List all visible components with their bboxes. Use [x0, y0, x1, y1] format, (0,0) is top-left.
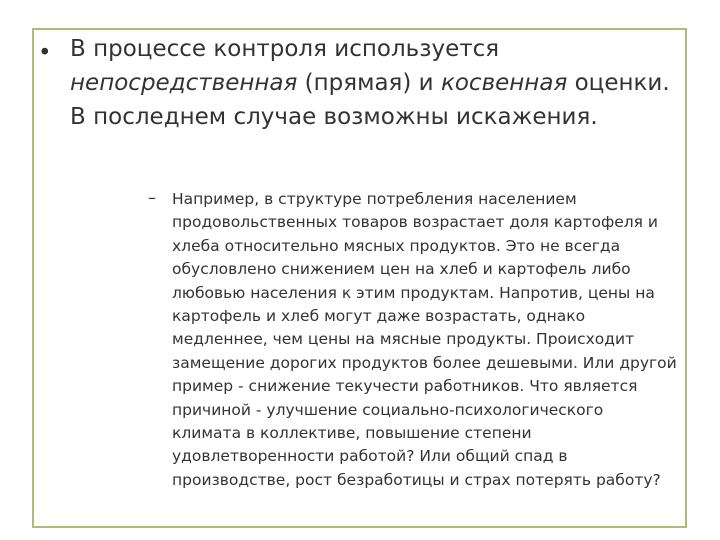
sub-bullet-dash-icon: –	[148, 188, 156, 207]
main-point-italic-indirect: косвенная	[440, 70, 568, 96]
main-bullet-icon: •	[38, 40, 52, 66]
main-point-part2: (прямая) и	[297, 70, 441, 96]
main-point-part3: оценки. В последнем случае возможны искажения.	[70, 70, 670, 130]
main-point-part1: В процессе контроля используется	[70, 36, 500, 62]
sub-point-text: Например, в структуре потребления населением продовольственных товаров возрастает доля картофеля и хлеба относительно мясных продуктов. Это не всегда обусловлено снижением цен на хлеб и картофель либо любовью населения к этим продуктам. Напротив, цены на картофель и хлеб могут даже возрастать, однако медленнее, чем цены на мясные продукты. Происходит замещение дорогих продуктов более дешевыми. Или другой пример - снижение текучести работников. Что является причиной - улучшение социально-психологического климата в коллективе, повышение степени удовлетворенности работой? Или общий спад в производстве, рост безработицы и страх потерять работу?	[172, 190, 677, 489]
main-point-italic-direct: непосредственная	[70, 70, 298, 96]
main-point-text	[70, 32, 670, 134]
